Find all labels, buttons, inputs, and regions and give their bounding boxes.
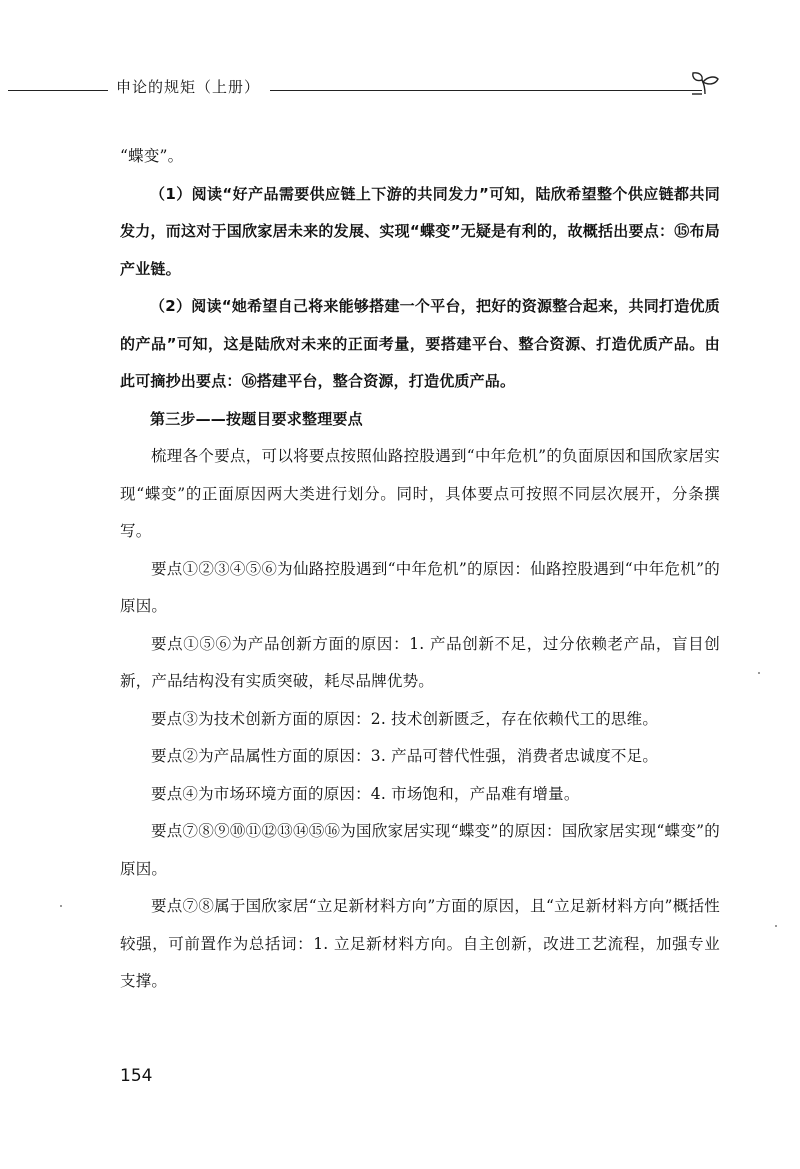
header-rule-left [8, 90, 108, 91]
paragraph: 要点①⑤⑥为产品创新方面的原因：1. 产品创新不足，过分依赖老产品，盲目创新，产品结构没有实质突破，耗尽品牌优势。 [120, 634, 720, 690]
paragraph: 要点⑦⑧⑨⑩⑪⑫⑬⑭⑮⑯为国欣家居实现“蝶变”的原因：国欣家居实现“蝶变”的原因。 [120, 822, 720, 878]
paragraph: （2）阅读“她希望自己将来能够搭建一个平台，把好的资源整合起来，共同打造优质的产品”可知，这是陆欣对未来的正面考量，要搭建平台、整合资源、打造优质产品。由此可摘抄出要点：⑯搭建平台，整合资源，打造优质产品。 [120, 297, 720, 390]
paragraph: （1）阅读“好产品需要供应链上下游的共同发力”可知，陆欣希望整个供应链都共同发力，而这对于国欣家居未来的发展、实现“蝶变”无疑是有利的，故概括出要点：⑮布局产业链。 [120, 184, 720, 278]
paragraph: 要点②为产品属性方面的原因：3. 产品可替代性强，消费者忠诚度不足。 [151, 747, 659, 765]
paragraph: 要点④为市场环境方面的原因：4. 市场饱和，产品难有增量。 [151, 784, 580, 803]
paragraph: 梳理各个要点，可以将要点按照仙路控股遇到“中年危机”的负面原因和国欣家居实现“蝶变”的正面原因两大类进行划分。同时，具体要点可按照不同层次展开，分条撰写。 [120, 447, 720, 540]
scan-speck [758, 672, 760, 674]
header-title: 申论的规矩（上册） [116, 78, 261, 96]
body-text [120, 138, 720, 1001]
paragraph: “蝶变”。 [120, 147, 184, 165]
paragraph: 第三步——按题目要求整理要点 [150, 409, 363, 428]
header-rule-right [270, 90, 702, 91]
scan-speck [775, 925, 777, 927]
paragraph: 要点③为技术创新方面的原因：2. 技术创新匮乏，存在依赖代工的思维。 [151, 709, 659, 728]
paragraph: 要点⑦⑧属于国欣家居“立足新材料方向”方面的原因，且“立足新材料方向”概括性较强，可前置作为总括词：1. 立足新材料方向。自主创新，改进工艺流程，加强专业支撑。 [120, 897, 720, 990]
running-header [0, 70, 800, 100]
scan-speck [60, 905, 62, 907]
page-number: 154 [120, 1066, 153, 1086]
paragraph: 要点①②③④⑤⑥为仙路控股遇到“中年危机”的原因：仙路控股遇到“中年危机”的原因。 [120, 559, 720, 615]
sprout-icon [690, 70, 720, 96]
